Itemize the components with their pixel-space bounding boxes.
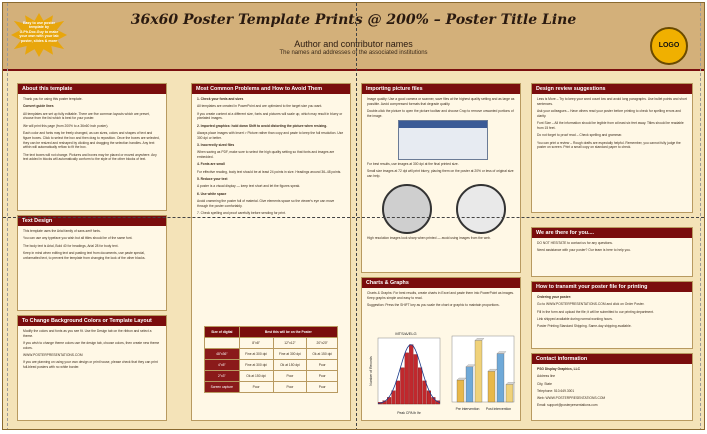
bar — [506, 384, 513, 402]
table-cell: Poor — [307, 360, 338, 371]
panel-heading-we-are: We are there for you.... — [532, 228, 692, 238]
para: Need assistance with your poster? Our team is here to help you. — [537, 248, 631, 253]
panel-body-contact — [537, 367, 687, 411]
screenshot-titlebar — [399, 121, 487, 128]
guide-line-right — [700, 3, 701, 430]
y-axis-label: Number of Records — [369, 356, 373, 386]
para: Modify the colors and fonts as you see fit. Use the Design tab on the ribbon and select a theme. — [23, 329, 152, 338]
panel-heading-importing: Importing picture files — [362, 84, 520, 94]
panel-background[interactable] — [17, 315, 167, 421]
table-cell: Poor — [307, 382, 338, 393]
para: Image quality: Use a good camera or scanner, save files at the highest quality setting and as large as possible. Avoid compressed formats that degrade quality. — [367, 97, 515, 106]
bar — [497, 354, 504, 402]
table-cell: 2"x3" — [205, 371, 240, 382]
bar-chart-3d — [446, 328, 518, 416]
screenshot-picture-toolbar — [398, 120, 488, 160]
para: WWW.POSTERPRESENTATIONS.COM — [23, 353, 83, 358]
para: All templates are set up fully editable. There are five common layouts which are preset, choose from the list which is best for your poster. — [23, 111, 150, 121]
panel-body-about — [23, 97, 161, 165]
table-cell: Poor — [307, 371, 338, 382]
para: Always place images with Insert > Picture rather than copy and paste to keep the full resolution. Use 300 dpi or better. — [197, 130, 344, 140]
table-cell: 20"x20" — [307, 338, 338, 349]
bar — [457, 380, 464, 402]
category-label: Post intervention — [485, 407, 512, 411]
para: The text boxes will not change. Pictures and boxes may be placed or moved anywhere. Any text added in blocks will automatically conform to the style of the other blocks of text. — [23, 152, 157, 162]
panel-body-importing — [367, 97, 515, 121]
para: For best results, use images at 300 dpi at the final printed size. — [367, 162, 459, 166]
panel-body-transmit — [537, 295, 687, 331]
author-names[interactable]: Author and contributor names — [294, 39, 413, 49]
para: If you wish to change theme colors use the design tab, choose colors, then create new theme colors. — [23, 341, 160, 350]
panel-heading-transmit: How to transmit your poster file for printing — [532, 282, 692, 292]
para: Fill in the form and upload the file; it will be submitted to our printing department. — [537, 309, 654, 314]
low-resolution-seal-image — [382, 184, 432, 234]
para: DO NOT HESITATE to contact us for any questions. — [537, 241, 613, 245]
para: Email: support@posterpresentations.com — [537, 403, 598, 408]
para: When saving as PDF, make sure to select the high quality setting so that fonts and images are embedded. — [197, 150, 335, 160]
para: A poster is a visual display — keep text short and let the figures speak. — [197, 184, 301, 189]
para: If you are planning on using your own design or print house, please check that they can print full-bleed posters with no white border. — [23, 360, 158, 370]
para: High resolution images look sharp when printed — avoid using images from the web. — [367, 236, 491, 240]
para: Poster Printing Standard Shipping. Same-day shipping available. — [537, 324, 632, 329]
para: Go to WWW.POSTERPRESENTATIONS.COM and click on Order Poster. — [537, 302, 645, 307]
chart-title: MTS/A/ELG — [395, 331, 417, 336]
high-resolution-seal-image — [456, 184, 506, 234]
panel-body-review — [537, 97, 687, 153]
panel-heading-problems: Most Common Problems and How to Avoid Them — [192, 84, 350, 94]
para: 6. Use white space — [197, 191, 227, 196]
table-cell: 12"x12" — [273, 338, 307, 349]
panel-heading-text-design: Text Design — [18, 216, 166, 226]
para: Address line — [537, 374, 556, 379]
poster-header — [3, 3, 704, 71]
para: Suggestion: Press the SHIFT key as you scale the chart or graphic to maintain proportions. — [367, 303, 500, 308]
table-header-row — [205, 327, 338, 338]
poster — [2, 2, 705, 430]
poster-title[interactable]: 36x60 Poster Template Prints @ 200% – Poster Title Line — [130, 12, 577, 28]
affiliations[interactable]: The names and addresses of the associated institutions — [279, 50, 428, 56]
para: Convert guide lines — [23, 104, 54, 109]
table-cell: 48"x36" — [205, 349, 240, 360]
panel-transmit[interactable] — [531, 281, 693, 349]
panel-body-problems — [197, 97, 345, 218]
table-header-cell: Best this will be on the Poster — [239, 327, 337, 338]
histogram-bar — [418, 368, 422, 404]
panel-heading-background: To Change Background Colors or Template Layout — [18, 316, 166, 326]
panel-heading-about: About this template — [18, 84, 166, 94]
para: Ordering your poster: — [537, 295, 572, 299]
panel-body-charts — [367, 291, 515, 310]
panel-heading-charts: Charts & Graphs — [362, 278, 520, 288]
para: Ask your colleagues – Have others read your poster before printing to check for spelling errors and clarity. — [537, 109, 681, 118]
guide-line-left — [7, 3, 8, 430]
para: Charts & Graphs: For best results, create charts in Excel and paste them into PowerPoint as images. Keep graphs simple and easy to read. — [367, 291, 514, 300]
table-cell: Poor — [239, 382, 273, 393]
para: Avoid cramming the poster full of material. Give elements space so the viewer's eye can move through the poster comfortably. — [197, 198, 335, 208]
panel-review[interactable] — [531, 83, 693, 213]
para: 3. Incorrectly sized files — [197, 143, 235, 148]
panel-text-design[interactable] — [17, 215, 167, 311]
resolution-table — [204, 326, 338, 393]
table-row — [205, 349, 338, 360]
histogram-chart — [368, 328, 444, 416]
table-cell: Poor — [273, 371, 307, 382]
histogram-bar — [414, 355, 418, 405]
para: Thank you for using this poster template. — [23, 97, 83, 101]
bar — [466, 367, 473, 402]
para: Web: WWW.POSTERPRESENTATIONS.COM — [537, 396, 606, 401]
panel-body-we-are — [537, 241, 687, 256]
para: 4. Fonts are small — [197, 162, 225, 167]
para: PSG Display Graphics, LLC — [537, 367, 581, 371]
table-cell: Ok at 150 dpi — [273, 360, 307, 371]
para: You can use any typeface you wish but all titles should be of the same font. — [23, 236, 133, 241]
bar — [475, 340, 482, 402]
table-cell: Fine at 300 dpi — [239, 349, 273, 360]
panel-body-background — [23, 329, 161, 373]
para: If you create content at a different size, fonts and pictures will scale up, which may result in blurry or pixelated images. — [197, 111, 343, 121]
table-row — [205, 382, 338, 393]
para: Keep in mind when editing text and pasting text from documents, use paste special, unformatted text, to prevent the template from changing the look of the other blocks. — [23, 250, 146, 260]
para: Each color and fonts may be freely changed, as can sizes, colors and shapes of text and figure boxes. Click to select the box and then drag to reposition. Once the boxes are selected, they can be resized and reshaped by clicking and dragging the selection handles. Any text within will automatically reflow to fit the box. — [23, 130, 160, 150]
para: 2. Imported graphics: hold down Shift to avoid distorting the picture when resizing. — [197, 123, 328, 128]
para: We will print this page (from 200% to a 36x60 inch poster). — [23, 123, 109, 128]
histogram-bar — [423, 381, 427, 404]
panel-body-importing-3 — [367, 236, 515, 243]
histogram-bar — [409, 345, 413, 404]
para: This template uses the Arial family of sans-serif fonts. — [23, 229, 101, 233]
table-cell: Screen capture — [205, 382, 240, 393]
table-cell — [205, 338, 240, 349]
table-cell: Ok at 150 dpi — [307, 349, 338, 360]
badge-text: Easy to use poster template by G.Ph.Doc.Guy to make your own with your lab poster, slides & more — [19, 21, 59, 43]
histogram-bar — [400, 368, 404, 404]
panel-heading-review: Design review suggestions — [532, 84, 692, 94]
para: For effective reading, body text should be at least 24 points in size. Headings around 36–48 points. — [197, 169, 342, 174]
panel-about[interactable] — [17, 83, 167, 211]
panel-heading-contact: Contact information — [532, 354, 692, 364]
panel-body-text-design — [23, 229, 161, 263]
table-cell: Poor — [273, 382, 307, 393]
para: Font Size – All the information should be legible from at least six feet away. Titles should be readable from 15 feet. — [537, 121, 684, 130]
para: Small size images at 72 dpi will print blurry; placing them on the poster at 20% or less of original size can help. — [367, 169, 514, 179]
table-row — [205, 371, 338, 382]
histogram-bar — [396, 381, 400, 404]
x-axis-label: Peak CPA lb lhr — [397, 411, 421, 415]
histogram-bar — [392, 391, 396, 404]
table-row — [205, 360, 338, 371]
bar — [488, 371, 495, 402]
table-row — [205, 338, 338, 349]
para: 7. Check spelling and proof carefully before sending for print. — [197, 211, 286, 216]
panel-body-importing-2 — [367, 162, 515, 181]
table-cell: 8"x8" — [239, 338, 273, 349]
panel-problems[interactable] — [191, 83, 351, 421]
para: All templates are created in PowerPoint and are optimized to the target size you want. — [197, 104, 323, 109]
para: You can print a review – Rough drafts are especially helpful. Remember, you cannot fully judge the poster on screen. Print a small copy on standard paper to check. — [537, 140, 681, 150]
panel-importing[interactable] — [361, 83, 521, 273]
panel-contact[interactable] — [531, 353, 693, 421]
table-cell: 4"x5" — [205, 360, 240, 371]
panel-we-are[interactable] — [531, 227, 693, 277]
table-header-cell: Size of digital — [205, 327, 240, 338]
para: Double-click the picture to open the picture toolbar and choose Crop to remove unwanted portions of the image. — [367, 109, 514, 118]
para: Do not forget to proof read – Check spelling and grammar. — [537, 133, 623, 138]
guide-line-middle — [3, 217, 704, 218]
panel-charts[interactable] — [361, 277, 521, 421]
histogram-bar — [405, 353, 409, 404]
para: City, State — [537, 381, 552, 386]
logo-badge[interactable]: LOGO — [650, 27, 688, 65]
table-cell: Fine at 300 dpi — [273, 349, 307, 360]
table-cell: Fine at 300 dpi — [239, 360, 273, 371]
para: 5. Reduce your text — [197, 177, 228, 182]
para: The body text is Arial, Bold 40 for headings, Arial 28 for body text. — [23, 243, 119, 248]
table-cell: Ok at 150 dpi — [239, 371, 273, 382]
para: Less is More – Try to keep your word count low and avoid long paragraphs. Use bullet points and short sentences. — [537, 97, 687, 106]
para: 1. Check your fonts and sizes — [197, 97, 244, 101]
para: Link shipped available during normal working hours. — [537, 316, 613, 321]
category-label: Pre intervention — [455, 407, 480, 411]
para: Telephone: 510.649.3001 — [537, 388, 575, 393]
